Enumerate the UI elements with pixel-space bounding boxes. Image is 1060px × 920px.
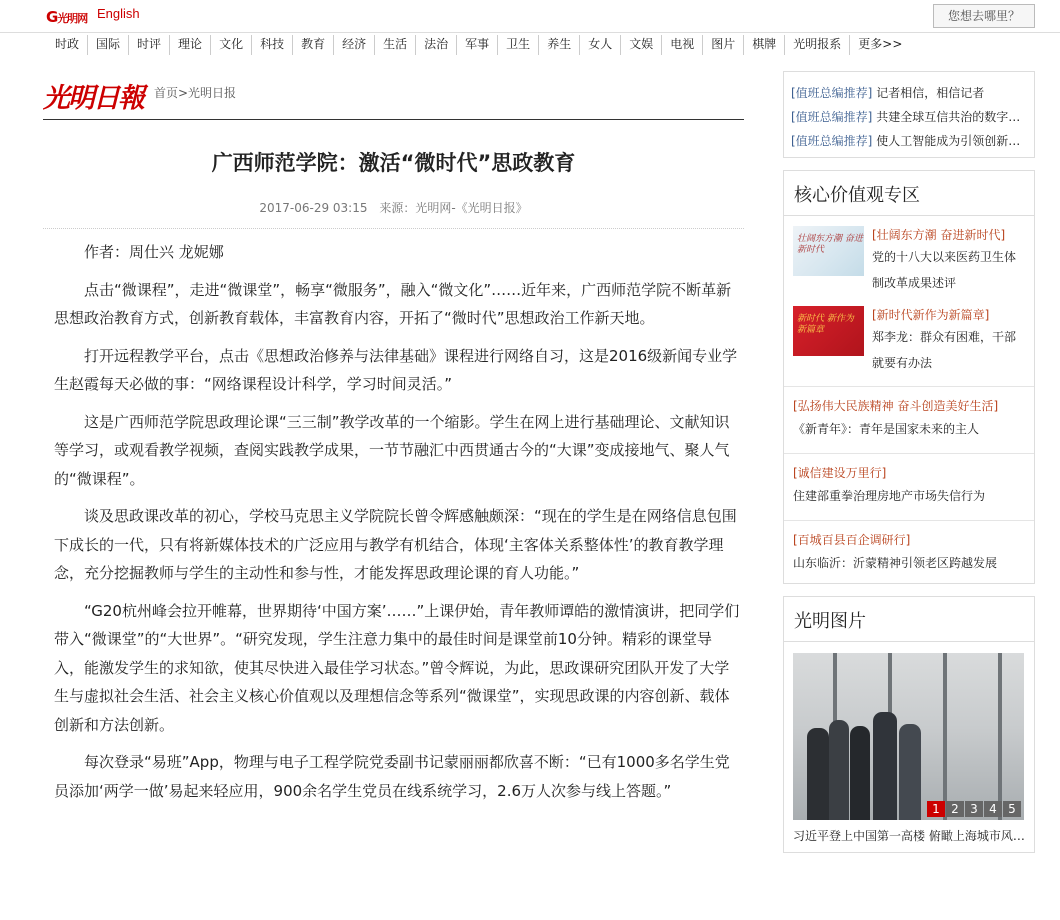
recommend-text[interactable]: 使人工智能成为引领创新… bbox=[876, 134, 1021, 148]
article-paragraph: 打开远程教学平台，点击《思想政治修养与法律基础》课程进行网络自习，这是2016级新闻专业学生赵霞每天必做的事：“网络课程设计科学，学习时间灵活。” bbox=[54, 346, 738, 393]
core-item-title[interactable]: 党的十八大以来医药卫生体制改革成果述评 bbox=[872, 250, 1017, 290]
article-author: 作者：周仕兴 龙妮娜 bbox=[84, 243, 224, 261]
nav-item[interactable]: 棋牌 bbox=[744, 35, 785, 55]
photo-carousel-image[interactable] bbox=[793, 653, 1024, 820]
topic-category[interactable]: [百城百县百企调研行] bbox=[793, 533, 911, 547]
nav-item[interactable]: 时政 bbox=[47, 35, 88, 55]
site-logo-small[interactable]: G光明网 bbox=[46, 8, 88, 26]
recommend-text[interactable]: 共建全球互信共治的数字… bbox=[876, 110, 1021, 124]
thumbnail-text: 新时代 新作为 新篇章 bbox=[797, 314, 854, 335]
nav-item[interactable]: 养生 bbox=[539, 35, 580, 55]
recommend-item[interactable] bbox=[791, 105, 1028, 129]
article-paragraph: “G20杭州峰会拉开帷幕，世界期待‘中国方案’……”上课伊始，青年教师谭皓的激情演讲，把同学们带入“微课堂”的“大世界”。“研究发现，学生注意力集中的最佳时间是课堂前10分钟。精彩的课堂导入，能激发学生的求知欲，使其尽快进入最佳学习状态。”曾令辉说，为此，思政课研究团队开发了大学生与虚拟社会生活、社会主义核心价值观以及理想信念等系列“微课堂”，实现思政课的内容创新、载体创新和方法创新。 bbox=[54, 601, 740, 734]
search-box[interactable]: 您想去哪里？ bbox=[933, 4, 1035, 28]
nav-item[interactable]: 理论 bbox=[170, 35, 211, 55]
top-bar bbox=[0, 0, 1060, 33]
topic-headline[interactable]: 住建部重拳治理房地产市场失信行为 bbox=[793, 489, 986, 503]
nav-item[interactable]: 法治 bbox=[416, 35, 457, 55]
core-item-category[interactable]: [壮阔东方潮 奋进新时代] bbox=[872, 228, 1006, 242]
core-item-thumbnail[interactable] bbox=[793, 226, 864, 276]
nav-item[interactable]: 军事 bbox=[457, 35, 498, 55]
nav-item[interactable]: 电视 bbox=[662, 35, 703, 55]
nav-item[interactable]: 科技 bbox=[252, 35, 293, 55]
topic-headline[interactable]: 《新青年》：青年是国家未来的主人 bbox=[793, 422, 980, 436]
article-paragraph: 谈及思政课改革的初心，学校马克思主义学院院长曾令辉感触颇深：“现在的学生是在网络信息包围下成长的一代，只有将新媒体技术的广泛应用与教学有机结合，体现‘主客体关系整体性’的教育教学理念，充分挖掘教师与学生的主动性和参与性，才能发挥思政理论课的育人功能。” bbox=[54, 507, 737, 582]
brand-bar bbox=[43, 76, 744, 120]
nav-item[interactable]: 时评 bbox=[129, 35, 170, 55]
guangming-daily-logo[interactable]: 光明日報 bbox=[43, 83, 143, 114]
core-item-thumbnail[interactable] bbox=[793, 306, 864, 356]
carousel-page-button[interactable]: 2 bbox=[946, 801, 964, 817]
nav-item[interactable]: 教育 bbox=[293, 35, 334, 55]
article-paragraph: 每次登录“易班”App，物理与电子工程学院党委副书记蒙丽丽都欣喜不断：“已有1000多名学生党员添加‘两学一做’易起来轻应用，900余名学生党员在线系统学习，2.6万人次参与线上答题。” bbox=[54, 753, 730, 800]
nav-item[interactable]: 文化 bbox=[211, 35, 252, 55]
article-title: 广西师范学院：激活“微时代”思政教育 bbox=[211, 151, 576, 175]
carousel-page-button[interactable]: 1 bbox=[927, 801, 945, 817]
article-paragraph: 点击“微课程”，走进“微课堂”，畅享“微服务”，融入“微文化”……近年来，广西师范学院不断革新思想政治教育方式，创新教育载体，丰富教育内容，开拓了“微时代”思想政治工作新天地。 bbox=[54, 280, 732, 327]
recommend-item[interactable] bbox=[791, 129, 1028, 153]
editor-recommend-box bbox=[783, 71, 1035, 158]
recommend-tag: [值班总编推荐] bbox=[791, 86, 873, 100]
carousel-page-button[interactable]: 3 bbox=[965, 801, 983, 817]
sidebar bbox=[783, 71, 1035, 865]
nav-item[interactable]: 卫生 bbox=[498, 35, 539, 55]
nav-item[interactable]: 国际 bbox=[88, 35, 129, 55]
carousel-page-button[interactable]: 5 bbox=[1003, 801, 1021, 817]
main-nav bbox=[47, 35, 910, 55]
core-item-category[interactable]: [新时代新作为新篇章] bbox=[872, 308, 990, 322]
nav-item[interactable]: 图片 bbox=[703, 35, 744, 55]
core-item-content bbox=[872, 226, 1025, 296]
core-item[interactable] bbox=[784, 216, 1034, 296]
recommend-item[interactable] bbox=[791, 81, 1028, 105]
breadcrumb[interactable]: 首页>光明日报 bbox=[154, 86, 237, 100]
thumbnail-text: 壮阔东方潮 奋进新时代 bbox=[797, 234, 863, 255]
recommend-tag: [值班总编推荐] bbox=[791, 134, 873, 148]
article-meta bbox=[43, 199, 744, 229]
topic-section bbox=[784, 520, 1034, 577]
photo-box-title: 光明图片 bbox=[784, 597, 1034, 642]
nav-item[interactable]: 更多>> bbox=[858, 37, 903, 51]
nav-item[interactable]: 女人 bbox=[580, 35, 621, 55]
nav-item[interactable]: 文娱 bbox=[621, 35, 662, 55]
topic-category[interactable]: [诚信建设万里行] bbox=[793, 466, 887, 480]
article-date: 2017-06-29 03:15 bbox=[259, 201, 368, 215]
english-link[interactable]: English bbox=[97, 6, 140, 21]
topic-section bbox=[784, 453, 1034, 510]
recommend-text[interactable]: 记者相信，相信记者 bbox=[876, 86, 985, 100]
recommend-tag: [值班总编推荐] bbox=[791, 110, 873, 124]
carousel-page-button[interactable]: 4 bbox=[984, 801, 1002, 817]
nav-item[interactable]: 光明报系 bbox=[785, 35, 850, 55]
carousel-pager bbox=[926, 801, 1021, 817]
nav-item[interactable]: 生活 bbox=[375, 35, 416, 55]
core-values-title: 核心价值观专区 bbox=[784, 171, 1034, 216]
article-body bbox=[54, 238, 740, 814]
core-item-title[interactable]: 郑李龙：群众有困难，干部就要有办法 bbox=[872, 330, 1017, 370]
topic-section bbox=[784, 386, 1034, 443]
topic-category[interactable]: [弘扬伟大民族精神 奋斗创造美好生活] bbox=[793, 399, 999, 413]
article-paragraph: 这是广西师范学院思政理论课“三三制”教学改革的一个缩影。学生在网上进行基础理论、文献知识等学习，或观看教学视频，查阅实践教学成果，一节节融汇中西贯通古今的“大课”变成接地气、聚人气的“微课程”。 bbox=[54, 412, 730, 488]
article-source: 来源：光明网-《光明日报》 bbox=[379, 201, 528, 215]
photo-caption[interactable]: 习近平登上中国第一高楼 俯瞰上海城市风… bbox=[793, 829, 1025, 843]
core-item[interactable] bbox=[784, 296, 1034, 376]
topic-headline[interactable]: 山东临沂：沂蒙精神引领老区跨越发展 bbox=[793, 556, 998, 570]
photo-box bbox=[783, 596, 1035, 853]
core-values-box bbox=[783, 170, 1035, 584]
nav-item[interactable]: 经济 bbox=[334, 35, 375, 55]
core-item-content bbox=[872, 306, 1025, 376]
